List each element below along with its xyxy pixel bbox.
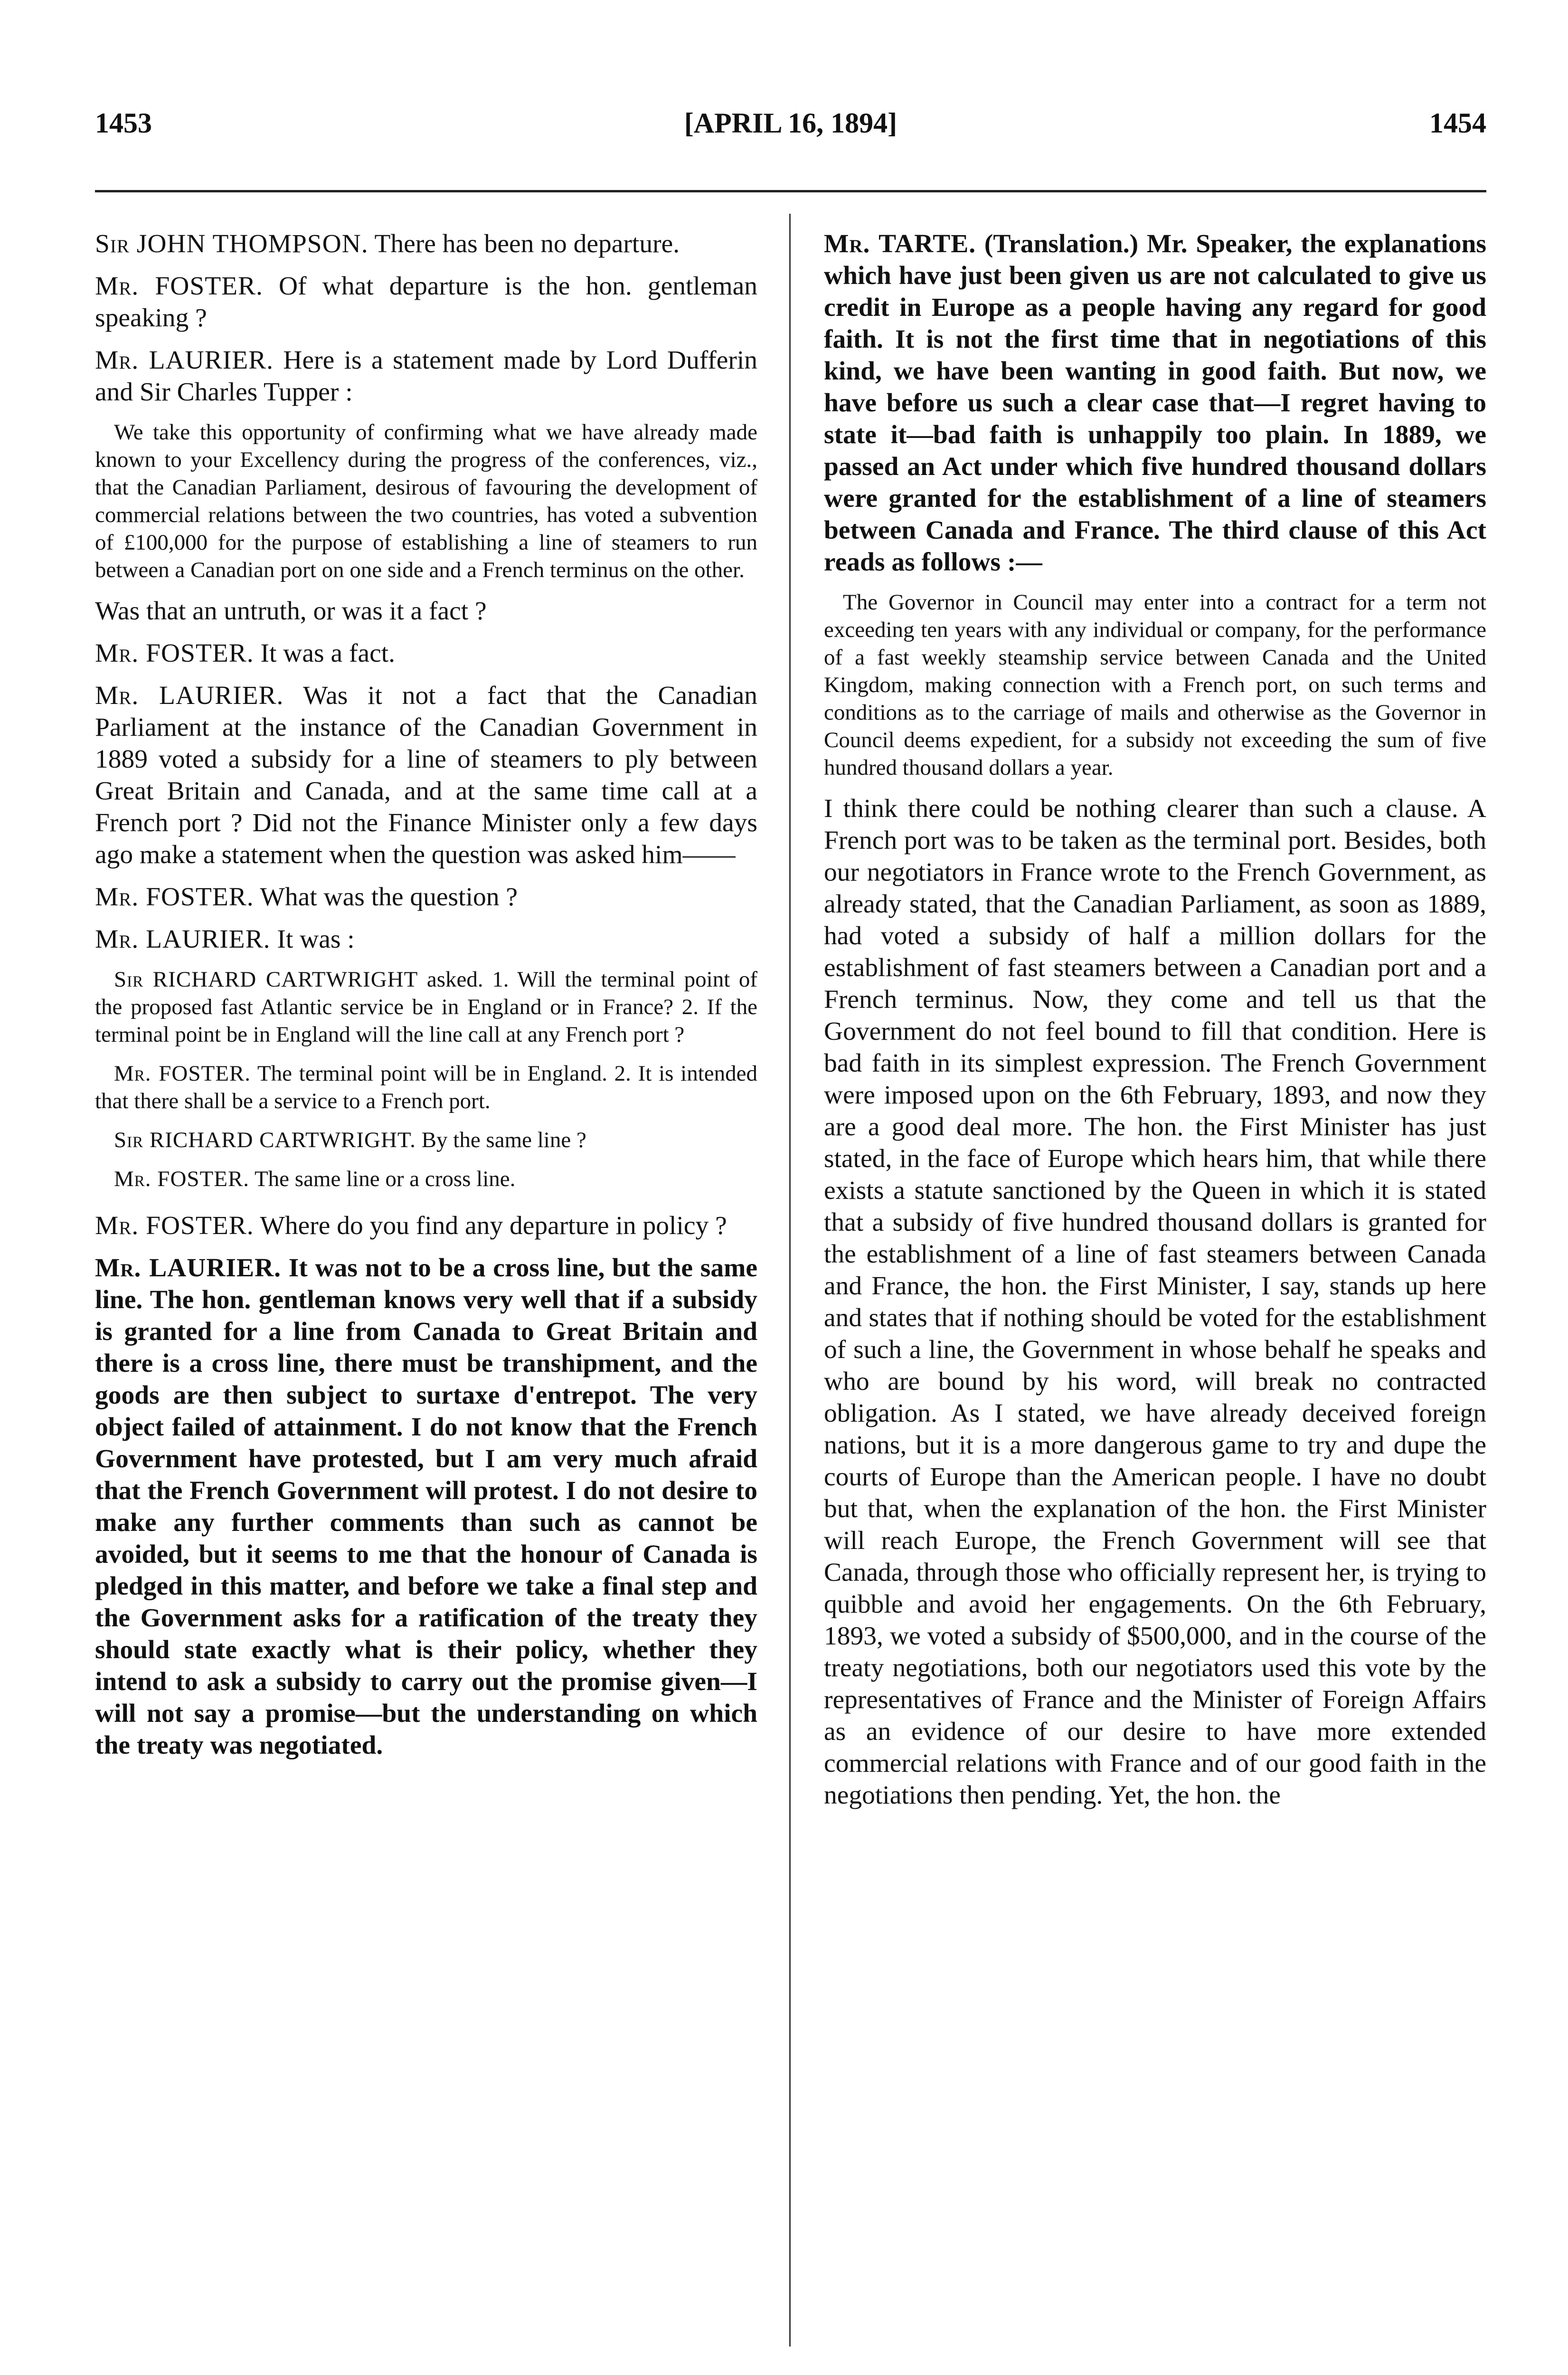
speaker-name: Mr. FOSTER.: [114, 1167, 250, 1191]
speaker-name: Mr. FOSTER.: [95, 883, 254, 912]
paragraph: I think there could be nothing clearer than such a clause. A French port was to be taken as the terminal port. Besides, both our negotiators in France wrote to the French Government, as already stated, that the Canadian Parliament, as soon as 1889, had voted a subsidy of half a million dollars for the establishment of fast steamers between a Canadian port and a French terminus. Now, they come and tell us that the Government do not feel bound to fill that condition. Here is bad faith in its simplest expression. The French Government were imposed upon on the 6th February, 1893, and now they are a good deal more. The hon. the First Minister has just stated, in the face of Europe which hears him, that while there exists a statute sanctioned by the Queen in which it is stated that a subsidy of five hundred thousand dollars is granted for the establishment of a line of fast steamers between Canada and France, the hon. the First Minister, I say, stands up here and states that if nothing should be voted for the establishment of such a line, the Government in whose behalf he speaks and who are bound by his word, will break no contracted obligation. As I stated, we have already deceived foreign nations, but it is a more dangerous game to try and dupe the courts of Europe than the American people. I have no doubt but that, when the explanation of the hon. the First Minister will reach Europe, the French Government will see that Canada, through those who officially represent her, is trying to quibble and avoid her engagements. On the 6th February, 1893, we voted a subsidy of $500,000, and in the course of the treaty negotiations, both our negotiators used this vote by the representatives of France and the Minister of Foreign Affairs as an evidence of our desire to have more extended commercial relations with France and of our good faith in the negotiations then pending. Yet, the hon. the: [824, 794, 1486, 1810]
quoted-passage: [95, 1165, 757, 1193]
speaker-name: Sir RICHARD CARTWRIGHT.: [114, 1128, 416, 1152]
paragraph: [824, 228, 1486, 578]
speaker-name: Mr. TARTE.: [824, 229, 976, 258]
column-divider: [789, 214, 791, 2346]
page-header: [95, 107, 1486, 150]
speech-text: Where do you find any departure in policy ?: [260, 1211, 727, 1240]
quoted-passage: [95, 1126, 757, 1154]
speaker-name: Mr. FOSTER.: [114, 1061, 251, 1086]
speech-text: Here is a statement made by Lord Dufferin and Sir Charles Tupper :: [95, 346, 757, 407]
speech-text: It was :: [277, 925, 355, 954]
speaker-name: Mr. LAURIER.: [95, 925, 271, 954]
header-date: [APRIL 16, 1894]: [684, 107, 897, 139]
paragraph: [95, 228, 757, 260]
paragraph: [95, 637, 757, 669]
speech-text: It was a fact.: [260, 639, 396, 668]
paragraph: [95, 1210, 757, 1242]
left-column: [95, 228, 757, 2346]
paragraph: [95, 1252, 757, 1761]
page-number-left: 1453: [95, 107, 152, 139]
speaker-name: Mr. LAURIER.: [95, 1254, 281, 1282]
speech-text: There has been no departure.: [374, 229, 680, 258]
page-number-right: 1454: [1429, 107, 1486, 139]
quoted-passage: [95, 1060, 757, 1115]
quote-text: By the same line ?: [421, 1128, 586, 1152]
paragraph: Was that an untruth, or was it a fact ?: [95, 597, 487, 626]
quote-text: The terminal point will be in England. 2. It is intended that there shall be a service to a French port.: [95, 1061, 757, 1113]
quote-text: asked. 1. Will the terminal point of the proposed fast Atlantic service be in England or in France? 2. If the terminal point be in England will the line call at any French port ?: [95, 967, 757, 1047]
speaker-name: Mr. LAURIER.: [95, 346, 274, 375]
quote-text: The same line or a cross line.: [254, 1167, 516, 1191]
paragraph: [95, 881, 757, 913]
speaker-name: Mr. FOSTER.: [95, 1211, 254, 1240]
header-rule: [95, 190, 1486, 192]
quoted-passage: We take this opportunity of confirming what we have already made known to your Excellency during the progress of the conferences, viz., that the Canadian Parliament, desirous of favouring the development of commercial relations between the two countries, has voted a subvention of £100,000 for the purpose of establishing a line of steamers to run between a Canadian port on one side and a French terminus on the other.: [95, 420, 757, 582]
paragraph: [95, 680, 757, 871]
speech-text: What was the question ?: [260, 883, 518, 912]
speech-text: Was it not a fact that the Canadian Parliament at the instance of the Canadian Government in 1889 voted a subsidy for a line of steamers to ply between Great Britain and Canada, and at the same time call at a French port ? Did not the Finance Minister only a few days ago make a statement when the question was asked him——: [95, 681, 757, 869]
speech-text: Of what departure is the hon. gentleman speaking ?: [95, 272, 757, 332]
right-column: [824, 228, 1486, 2346]
speaker-name: Mr. FOSTER.: [95, 272, 263, 301]
paragraph: [95, 270, 757, 334]
quoted-passage: [95, 966, 757, 1048]
speaker-name: Sir JOHN THOMPSON.: [95, 229, 368, 258]
speaker-name: Sir RICHARD CARTWRIGHT: [114, 967, 418, 992]
speaker-name: Mr. LAURIER.: [95, 681, 284, 710]
speaker-name: Mr. FOSTER.: [95, 639, 254, 668]
speech-text: (Translation.) Mr. Speaker, the explanations which have just been given us are not calculated to give us credit in Europe as a people having any regard for good faith. It is not the first time that in negotiations of this kind, we have been wanting in good faith. But now, we have before us such a clear case that—I regret having to state it—bad faith is unhappily too plain. In 1889, we passed an Act under which five hundred thousand dollars were granted for the establishment of a line of steamers between Canada and France. The third clause of this Act reads as follows :—: [824, 229, 1486, 577]
paragraph: [95, 923, 757, 955]
paragraph: [95, 344, 757, 408]
speech-text: It was not to be a cross line, but the same line. The hon. gentleman knows very well that if a subsidy is granted for a line from Canada to Great Britain and there is a cross line, there must be transhipment, and the goods are then subject to surtaxe d'entrepot. The very object failed of attainment. I do not know that the French Government have protested, but I am very much afraid that the French Government will protest. I do not desire to make any further comments than such as cannot be avoided, but it seems to me that the honour of Canada is pledged in this matter, and before we take a final step and the Government asks for a ratification of the treaty they should state exactly what is their policy, whether they intend to ask a subsidy to carry out the promise given—I will not say a promise—but the understanding on which the treaty was negotiated.: [95, 1254, 757, 1760]
quoted-passage: The Governor in Council may enter into a contract for a term not exceeding ten years with any individual or company, for the performance of a fast weekly steamship service between Canada and the United Kingdom, making connection with a French port, on such terms and conditions as to the carriage of mails and otherwise as the Governor in Council deems expedient, for a subsidy not exceeding the sum of five hundred thousand dollars a year.: [824, 590, 1486, 780]
